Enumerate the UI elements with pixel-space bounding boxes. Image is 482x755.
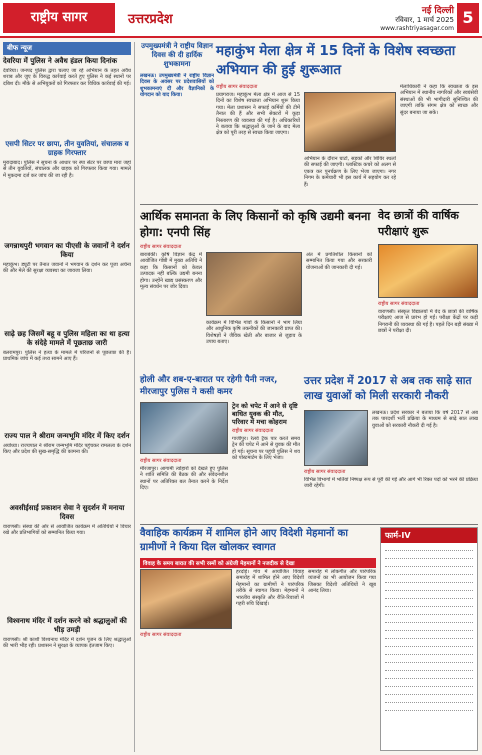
brief-headline: देवरिया में पुलिस ने अवैध हंडल किया दिनांक bbox=[3, 57, 117, 65]
story-brief-3 bbox=[3, 242, 131, 312]
guests-body-col1: हरदोई। गांव में आयोजित विवाह समारोह में शामिल होने आए विदेशी मेहमानों का ग्रामीणों ने पारंपरिक तरीके से स्वागत किया। मेहमानों ने भारतीय संस्कृति और रीति-रिवाजों में गहरी रुचि दिखाई। bbox=[236, 569, 304, 608]
train-byline: राष्ट्रीय सागर संवाददाता bbox=[232, 428, 274, 434]
brief-headline: साढ़े छह जिसमें बहू व पुलिस महिला का था हत्या के संदेहे मामले में पूछताछ जारी bbox=[4, 330, 130, 347]
story-brief-7 bbox=[3, 617, 131, 737]
brief-headline: विश्वनाथ मंदिर में दर्शन करने को श्रद्धालुओं की भीड़ उमड़ी bbox=[7, 617, 127, 634]
brief-body: वाराणसी। श्री काशी विश्वनाथ मंदिर में दर्शन पूजन के लिए श्रद्धालुओं की भारी भीड़ रही। प्रशासन ने सुरक्षा के व्यापक इंतजाम किए। bbox=[3, 637, 131, 650]
holi-body: मीरजापुर। आगामी त्योहारों को देखते हुए पुलिस ने शांति समिति की बैठक की और संवेदनशील स्थानों पर अतिरिक्त बल तैनात करने के निर्देश दिए। bbox=[140, 466, 228, 492]
jobs-body-col2: विभिन्न विभागों में भर्तियां निष्पक्ष रूप से पूरी की गईं और आगे भी रिक्त पदों को भरने की प्रक्रिया जारी रहेगी। bbox=[304, 477, 478, 490]
brief-body: महाकुंभ। ड्यूटी पर तैनात जवानों ने भगवान के दर्शन कर पूजा अर्चना की और मेले की सुरक्षा व्यवस्था का जायजा लिया। bbox=[3, 262, 131, 275]
dateline-date: रविवार, 1 मार्च 2025 bbox=[395, 16, 454, 24]
farmers-body-col2: कार्यक्रम में विभिन्न गांवों के किसानों ने भाग लिया और आधुनिक कृषि तकनीकों की जानकारी प्राप्त की। विशेषज्ञों ने जैविक खेती और बाजार से जुड़ाव के उपाय बताए। bbox=[206, 320, 302, 346]
promo-headline: उपमुख्यमंत्री ने राष्ट्रीय विज्ञान दिवस की दी हार्दिक शुभकामना bbox=[141, 42, 213, 68]
lead-byline: राष्ट्रीय सागर संवाददाता bbox=[216, 84, 258, 90]
left-column bbox=[3, 42, 135, 752]
lead-body-col2: अभियान के दौरान घाटों, सड़कों और शिविर स्थलों की सफाई की जाएगी। प्लास्टिक कचरे को अलग से एकत्र कर पुनर्चक्रण के लिए भेजा जाएगा। नगर निगम के कर्मचारी भी इस कार्य में सहयोग कर रहे हैं। bbox=[304, 156, 396, 188]
promo-body: लखनऊ। उपमुख्यमंत्री ने राष्ट्रीय विज्ञान दिवस के अवसर पर प्रदेशवासियों को शुभकामनाएं दीं और वैज्ञानिकों के योगदान को याद किया। bbox=[140, 73, 214, 99]
story-brief-4 bbox=[3, 330, 131, 410]
farmers-byline: राष्ट्रीय सागर संवाददाता bbox=[140, 244, 182, 250]
section-title: उत्तरप्रदेश bbox=[128, 12, 173, 27]
students-headline: वेद छात्रों की वार्षिक परीक्षाएं शुरू bbox=[378, 209, 459, 238]
students-body: वाराणसी। संस्कृत विद्यालयों में वेद के छात्रों की वार्षिक परीक्षाएं आज से प्रारंभ हो गईं। परीक्षा केंद्रों पर कड़ी निगरानी की व्यवस्था की गई है। पहले दिन बड़ी संख्या में छात्रों ने परीक्षा दी। bbox=[378, 309, 478, 335]
lead-photo bbox=[304, 92, 396, 152]
story-brief-1 bbox=[3, 42, 131, 136]
students-byline: राष्ट्रीय सागर संवाददाता bbox=[378, 301, 420, 307]
brief-body: देवरिया। जनपद पुलिस द्वारा चलाए जा रहे अभियान के तहत अवैध शराब और जुए के विरुद्ध कार्रवाई करते हुए पुलिस ने कई स्थानों पर दबिश दी। मौके से अभियुक्तों को गिरफ्तार कर विधिक कार्रवाई की गई। bbox=[3, 68, 131, 87]
divider bbox=[140, 204, 478, 205]
holi-byline: राष्ट्रीय सागर संवाददाता bbox=[140, 458, 182, 464]
brief-headline: राज्य पाल ने श्रीराम जन्मभूमि मंदिर में किए दर्शन bbox=[4, 432, 130, 440]
jobs-headline: उत्तर प्रदेश में 2017 से अब तक साढ़े सात लाख युवाओं को मिली सरकारी नौकरी bbox=[304, 375, 472, 402]
farmers-body-col3: अंत में प्रगतिशील किसानों को सम्मानित किया गया और सरकारी योजनाओं की जानकारी दी गई। bbox=[306, 252, 372, 271]
brief-body: बलरामपुर। पुलिस ने हत्या के मामले में परिजनों से पूछताछ की है। प्राथमिक जांच में कई तथ्य सामने आए हैं। bbox=[3, 350, 131, 363]
lead-headline: महाकुंभ मेला क्षेत्र में 15 दिनों के विशेष स्वच्छता अभियान की हुई शुरूआत bbox=[216, 43, 456, 78]
brief-kicker: बीफ न्यूज bbox=[3, 42, 131, 55]
form-iv-box bbox=[380, 527, 478, 751]
story-brief-5 bbox=[3, 432, 131, 487]
brief-body: वाराणसी। संस्था की ओर से आयोजित कार्यक्रम में अतिथियों ने विचार रखे और प्रतिभागियों को सम्मानित किया गया। bbox=[3, 524, 131, 537]
farmers-body-col1: बाराबंकी। कृषि विज्ञान केंद्र में आयोजित गोष्ठी में मुख्य अतिथि ने कहा कि किसानों को केवल उत्पादक नहीं बल्कि उद्यमी बनना होगा। उन्होंने खाद्य प्रसंस्करण और मूल्य संवर्धन पर जोर दिया। bbox=[140, 252, 202, 291]
divider bbox=[140, 524, 478, 525]
train-headline: ट्रेन को चपेट में आने से दृष्टि बाधित युवक की मौत, परिवार में मचा कोहराम bbox=[232, 402, 298, 426]
guests-photo bbox=[140, 569, 232, 629]
students-photo bbox=[378, 244, 478, 298]
brief-headline: एसपी सिटर पर छापा, तीन युवतियां, संचालक व ग्राहक गिरफ्तार bbox=[5, 140, 129, 157]
newspaper-logo: राष्ट्रीय सागर bbox=[3, 3, 115, 33]
guests-subhead: विवाह के समय बारात की सभी रस्मों को अंग्रेजी मेहमानों ने नजदीक से देखा bbox=[140, 558, 376, 568]
jobs-byline: राष्ट्रीय सागर संवाददाता bbox=[304, 469, 346, 475]
story-brief-2 bbox=[3, 140, 131, 228]
guests-body-col2: समारोह में लोकगीत और पारंपरिक व्यंजनों का भी आयोजन किया गया जिसका विदेशी अतिथियों ने खूब आनंद लिया। bbox=[308, 569, 376, 595]
farmers-headline: आर्थिक समानता के लिए किसानों को कृषि उद्यमी बनना होगा: एनपी सिंह bbox=[140, 209, 371, 239]
lead-body-col1: प्रयागराज। महाकुंभ मेला क्षेत्र में आज से 15 दिनों का विशेष स्वच्छता अभियान शुरू किया गया। मेला प्रशासन ने सफाई कर्मियों की टीमें तैनात की हैं और सभी सेक्टरों में कूड़ा निस्तारण की व्यवस्था की गई है। अधिकारियों ने बताया कि श्रद्धालुओं के जाने के बाद मेला क्षेत्र को पूरी तरह से स्वच्छ किया जाएगा। bbox=[216, 92, 300, 137]
guests-headline: वैवाहिक कार्यक्रम में शामिल होने आए विदेशी मेहमानों का ग्रामीणों ने किया दिल खोलकर स्वागत bbox=[140, 528, 348, 553]
train-body: गाजीपुर। रेलवे ट्रैक पार करते समय ट्रेन की चपेट में आने से युवक की मौत हो गई। सूचना पर पहुंची पुलिस ने शव को पोस्टमार्टम के लिए भेजा। bbox=[232, 436, 300, 462]
holi-headline: होली और शब-ए-बारात पर रहेगी पैनी नजर, मीरजापुर पुलिस ने कसी कमर bbox=[140, 375, 278, 397]
masthead bbox=[0, 0, 482, 38]
promo-box bbox=[140, 42, 214, 230]
brief-body: अयोध्या। राज्यपाल ने श्रीराम जन्मभूमि मंदिर पहुंचकर रामलला के दर्शन किए और प्रदेश की सुख-समृद्धि की कामना की। bbox=[3, 443, 131, 456]
farmers-photo bbox=[206, 252, 302, 316]
brief-body: मुरादाबाद। पुलिस ने सूचना के आधार पर स्पा सेंटर पर छापा मारा जहां से तीन युवतियों, संचालक और ग्राहक को गिरफ्तार किया गया। मामले में मुकदमा दर्ज कर जांच की जा रही है। bbox=[3, 160, 131, 179]
brief-headline: जगन्नाथपुरी भगवान का पीएसी के जवानों ने दर्शन किया bbox=[4, 242, 130, 259]
website-link[interactable]: www.rashtriyasagar.com bbox=[380, 25, 454, 32]
holi-photo bbox=[140, 402, 228, 454]
dateline bbox=[334, 3, 454, 32]
lead-body-col3: मेलाधिकारी ने कहा कि स्वच्छता के इस अभियान में स्थानीय नागरिकों और स्वयंसेवी संस्थाओं की भी भागीदारी सुनिश्चित की जाएगी ताकि संगम क्षेत्र को स्वच्छ और सुंदर बनाया जा सके। bbox=[400, 84, 478, 116]
jobs-body-col1: लखनऊ। प्रदेश सरकार ने बताया कि वर्ष 2017 से अब तक पारदर्शी भर्ती प्रक्रिया के माध्यम से साढ़े सात लाख युवाओं को सरकारी नौकरी दी गई है। bbox=[372, 410, 478, 429]
jobs-photo bbox=[304, 410, 368, 466]
story-brief-6 bbox=[3, 504, 131, 604]
brief-headline: अवसीईसाई प्रकाशन सेवा ने सुदर्शन में मनाया दिवस bbox=[9, 504, 125, 521]
page-number: 5 bbox=[457, 3, 479, 33]
guests-byline: राष्ट्रीय सागर संवाददाता bbox=[140, 632, 182, 638]
dateline-city: नई दिल्ली bbox=[421, 6, 454, 16]
form-title: फार्म-IV bbox=[381, 528, 477, 543]
